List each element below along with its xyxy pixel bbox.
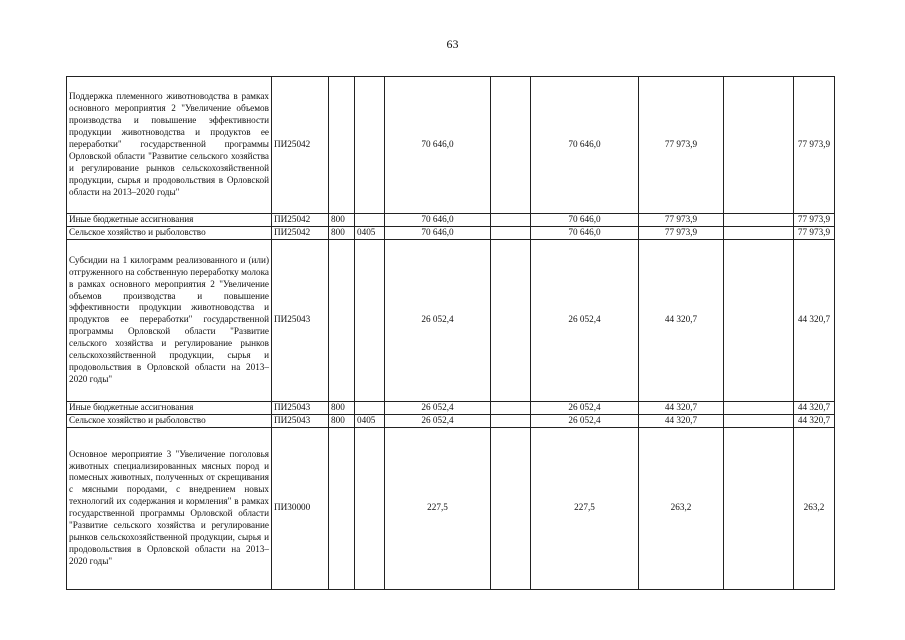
row-description: Сельское хозяйство и рыболовство bbox=[67, 226, 272, 239]
target-article-code: ПИ25043 bbox=[272, 401, 329, 414]
row-description: Иные бюджетные ассигнования bbox=[67, 401, 272, 414]
amount-2 bbox=[491, 77, 531, 214]
section-code: 0405 bbox=[355, 414, 385, 427]
target-article-code: ПИ25042 bbox=[272, 214, 329, 227]
row-description: Основное мероприятие 3 "Увеличение поголовья животных специализированных мясных пород и помесных животных, полученных от скрещивания с мясными породами, с внедрением новых технологий их содержания и кормления" в рамках государственной программы Орловской области "Развитие сельского хозяйства и регулирование рынков сельскохозяйственной продукции, сырья и продовольствия в Орловской области на 2013–2020 годы" bbox=[67, 427, 272, 589]
page-number: 63 bbox=[446, 37, 459, 51]
amount-4: 263,2 bbox=[639, 427, 724, 589]
amount-4: 77 973,9 bbox=[639, 226, 724, 239]
target-article-code: ПИ25042 bbox=[272, 226, 329, 239]
amount-5 bbox=[724, 427, 794, 589]
table-row bbox=[67, 77, 835, 214]
amount-3: 26 052,4 bbox=[531, 414, 639, 427]
amount-5 bbox=[724, 77, 794, 214]
amount-5 bbox=[724, 239, 794, 401]
amount-6: 263,2 bbox=[794, 427, 835, 589]
amount-3: 26 052,4 bbox=[531, 401, 639, 414]
amount-4: 77 973,9 bbox=[639, 214, 724, 227]
amount-1: 70 646,0 bbox=[385, 77, 491, 214]
amount-6: 44 320,7 bbox=[794, 239, 835, 401]
expense-type: 800 bbox=[329, 214, 355, 227]
amount-4: 44 320,7 bbox=[639, 414, 724, 427]
table-row bbox=[67, 427, 835, 589]
table-row bbox=[67, 401, 835, 414]
amount-1: 26 052,4 bbox=[385, 239, 491, 401]
section-code bbox=[355, 401, 385, 414]
amount-6: 77 973,9 bbox=[794, 77, 835, 214]
target-article-code: ПИ25042 bbox=[272, 77, 329, 214]
amount-5 bbox=[724, 401, 794, 414]
amount-4: 77 973,9 bbox=[639, 77, 724, 214]
amount-1: 227,5 bbox=[385, 427, 491, 589]
amount-3: 26 052,4 bbox=[531, 239, 639, 401]
row-description: Поддержка племенного животноводства в рамках основного мероприятия 2 "Увеличение объемов производства и повышение эффективности продукции животноводства и продуктов ее переработки" государственной программы Орловской области "Развитие сельского хозяйства и регулирование рынков сельскохозяйственной продукции, сырья и продовольствия в Орловской области на 2013–2020 годы" bbox=[67, 77, 272, 214]
amount-4: 44 320,7 bbox=[639, 239, 724, 401]
amount-5 bbox=[724, 214, 794, 227]
amount-6: 44 320,7 bbox=[794, 414, 835, 427]
target-article-code: ПИ30000 bbox=[272, 427, 329, 589]
table-row bbox=[67, 226, 835, 239]
row-description: Иные бюджетные ассигнования bbox=[67, 214, 272, 227]
expense-type: 800 bbox=[329, 226, 355, 239]
row-description: Субсидии на 1 килограмм реализованного и (или) отгруженного на собственную переработку молока в рамках основного мероприятия 2 "Увеличение объемов производства и повышение эффективности продукции животноводства и продуктов ее переработки" государственной программы Орловской области "Развитие сельского хозяйства и регулирование рынков сельскохозяйственной продукции, сырья и продовольствия в Орловской области на 2013–2020 годы" bbox=[67, 239, 272, 401]
expense-type: 800 bbox=[329, 414, 355, 427]
amount-6: 77 973,9 bbox=[794, 214, 835, 227]
amount-6: 77 973,9 bbox=[794, 226, 835, 239]
amount-3: 70 646,0 bbox=[531, 226, 639, 239]
section-code bbox=[355, 427, 385, 589]
amount-3: 70 646,0 bbox=[531, 77, 639, 214]
amount-2 bbox=[491, 239, 531, 401]
amount-2 bbox=[491, 427, 531, 589]
amount-2 bbox=[491, 401, 531, 414]
expense-type: 800 bbox=[329, 401, 355, 414]
amount-5 bbox=[724, 226, 794, 239]
amount-3: 227,5 bbox=[531, 427, 639, 589]
row-description: Сельское хозяйство и рыболовство bbox=[67, 414, 272, 427]
amount-1: 26 052,4 bbox=[385, 401, 491, 414]
expense-type bbox=[329, 77, 355, 214]
table-row bbox=[67, 214, 835, 227]
table-row bbox=[67, 239, 835, 401]
amount-2 bbox=[491, 414, 531, 427]
amount-3: 70 646,0 bbox=[531, 214, 639, 227]
section-code bbox=[355, 239, 385, 401]
section-code bbox=[355, 214, 385, 227]
amount-6: 44 320,7 bbox=[794, 401, 835, 414]
amount-1: 26 052,4 bbox=[385, 414, 491, 427]
amount-5 bbox=[724, 414, 794, 427]
expense-type bbox=[329, 427, 355, 589]
amount-1: 70 646,0 bbox=[385, 226, 491, 239]
section-code bbox=[355, 77, 385, 214]
budget-table bbox=[66, 76, 835, 590]
amount-4: 44 320,7 bbox=[639, 401, 724, 414]
amount-2 bbox=[491, 226, 531, 239]
amount-2 bbox=[491, 214, 531, 227]
amount-1: 70 646,0 bbox=[385, 214, 491, 227]
target-article-code: ПИ25043 bbox=[272, 414, 329, 427]
section-code: 0405 bbox=[355, 226, 385, 239]
table-row bbox=[67, 414, 835, 427]
target-article-code: ПИ25043 bbox=[272, 239, 329, 401]
expense-type bbox=[329, 239, 355, 401]
